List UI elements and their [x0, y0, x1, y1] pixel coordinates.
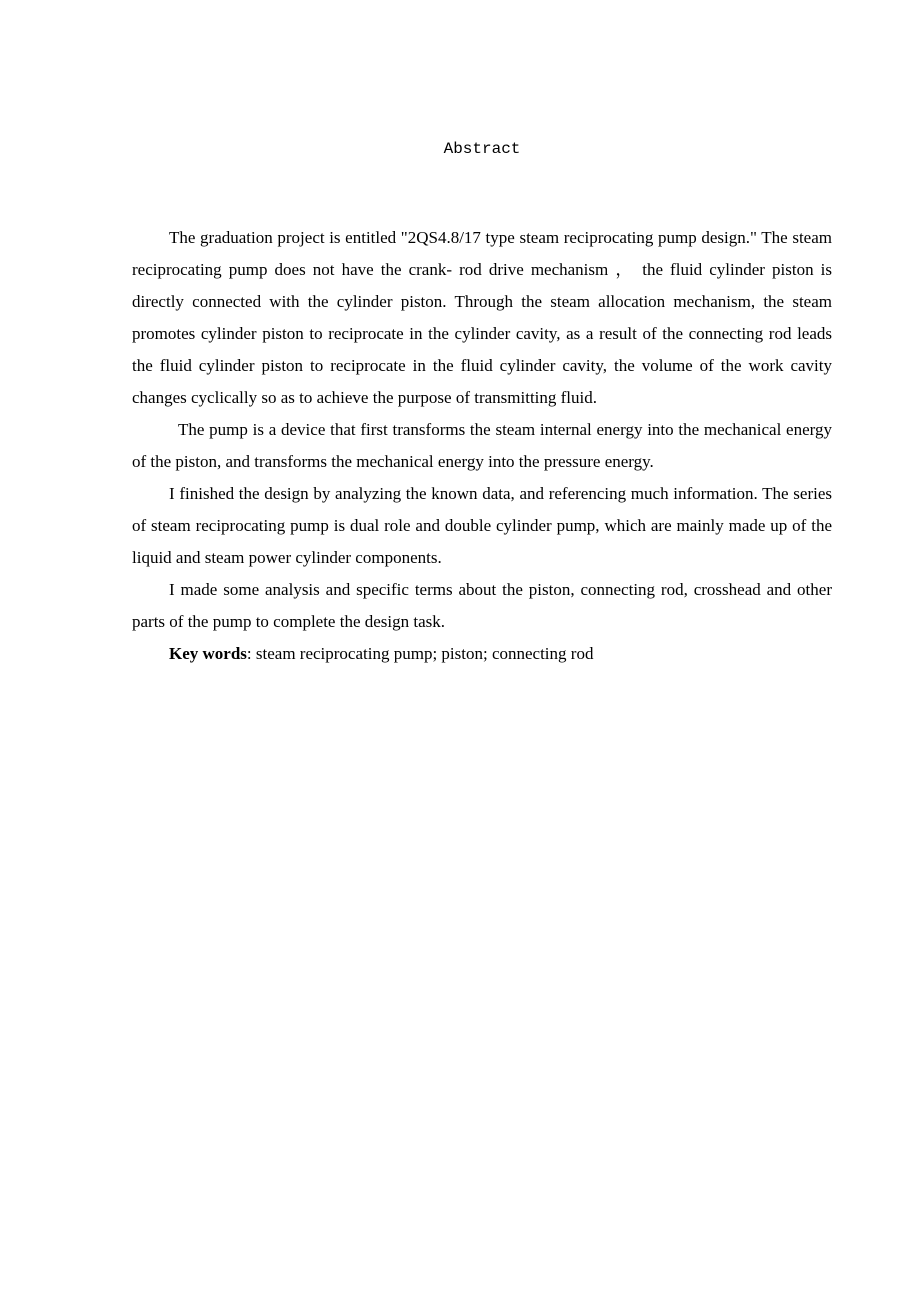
keywords-label: Key words — [169, 644, 247, 663]
paragraph-4: I made some analysis and specific terms about the piston, connecting rod, crosshead and other parts of the pump to complete the design task. — [132, 580, 832, 631]
paragraph-1: The graduation project is entitled "2QS4.8/17 type steam reciprocating pump design." The steam reciprocating pump does not have the crank- rod drive mechanism ， the fluid cylinder piston is directly connected with the cylinder piston. Through the steam allocation mechanism, the steam promotes cylinder piston to reciprocate in the cylinder cavity, as a result of the connecting rod leads the fluid cylinder piston to reciprocate in the fluid cylinder cavity, the volume of the work cavity changes cyclically so as to achieve the purpose of transmitting fluid. — [132, 228, 832, 407]
paragraph-2: The pump is a device that first transforms the steam internal energy into the mechanical energy of the piston, and transforms the mechanical energy into the pressure energy. — [132, 420, 832, 471]
paragraph-3: I finished the design by analyzing the known data, and referencing much information. The series of steam reciprocating pump is dual role and double cylinder pump, which are mainly made up of the liquid and steam power cylinder components. — [132, 484, 832, 567]
abstract-body — [132, 222, 832, 670]
abstract-title: Abstract — [443, 140, 521, 158]
keywords-text: : steam reciprocating pump; piston; connecting rod — [246, 644, 594, 663]
keywords-line — [132, 638, 832, 670]
